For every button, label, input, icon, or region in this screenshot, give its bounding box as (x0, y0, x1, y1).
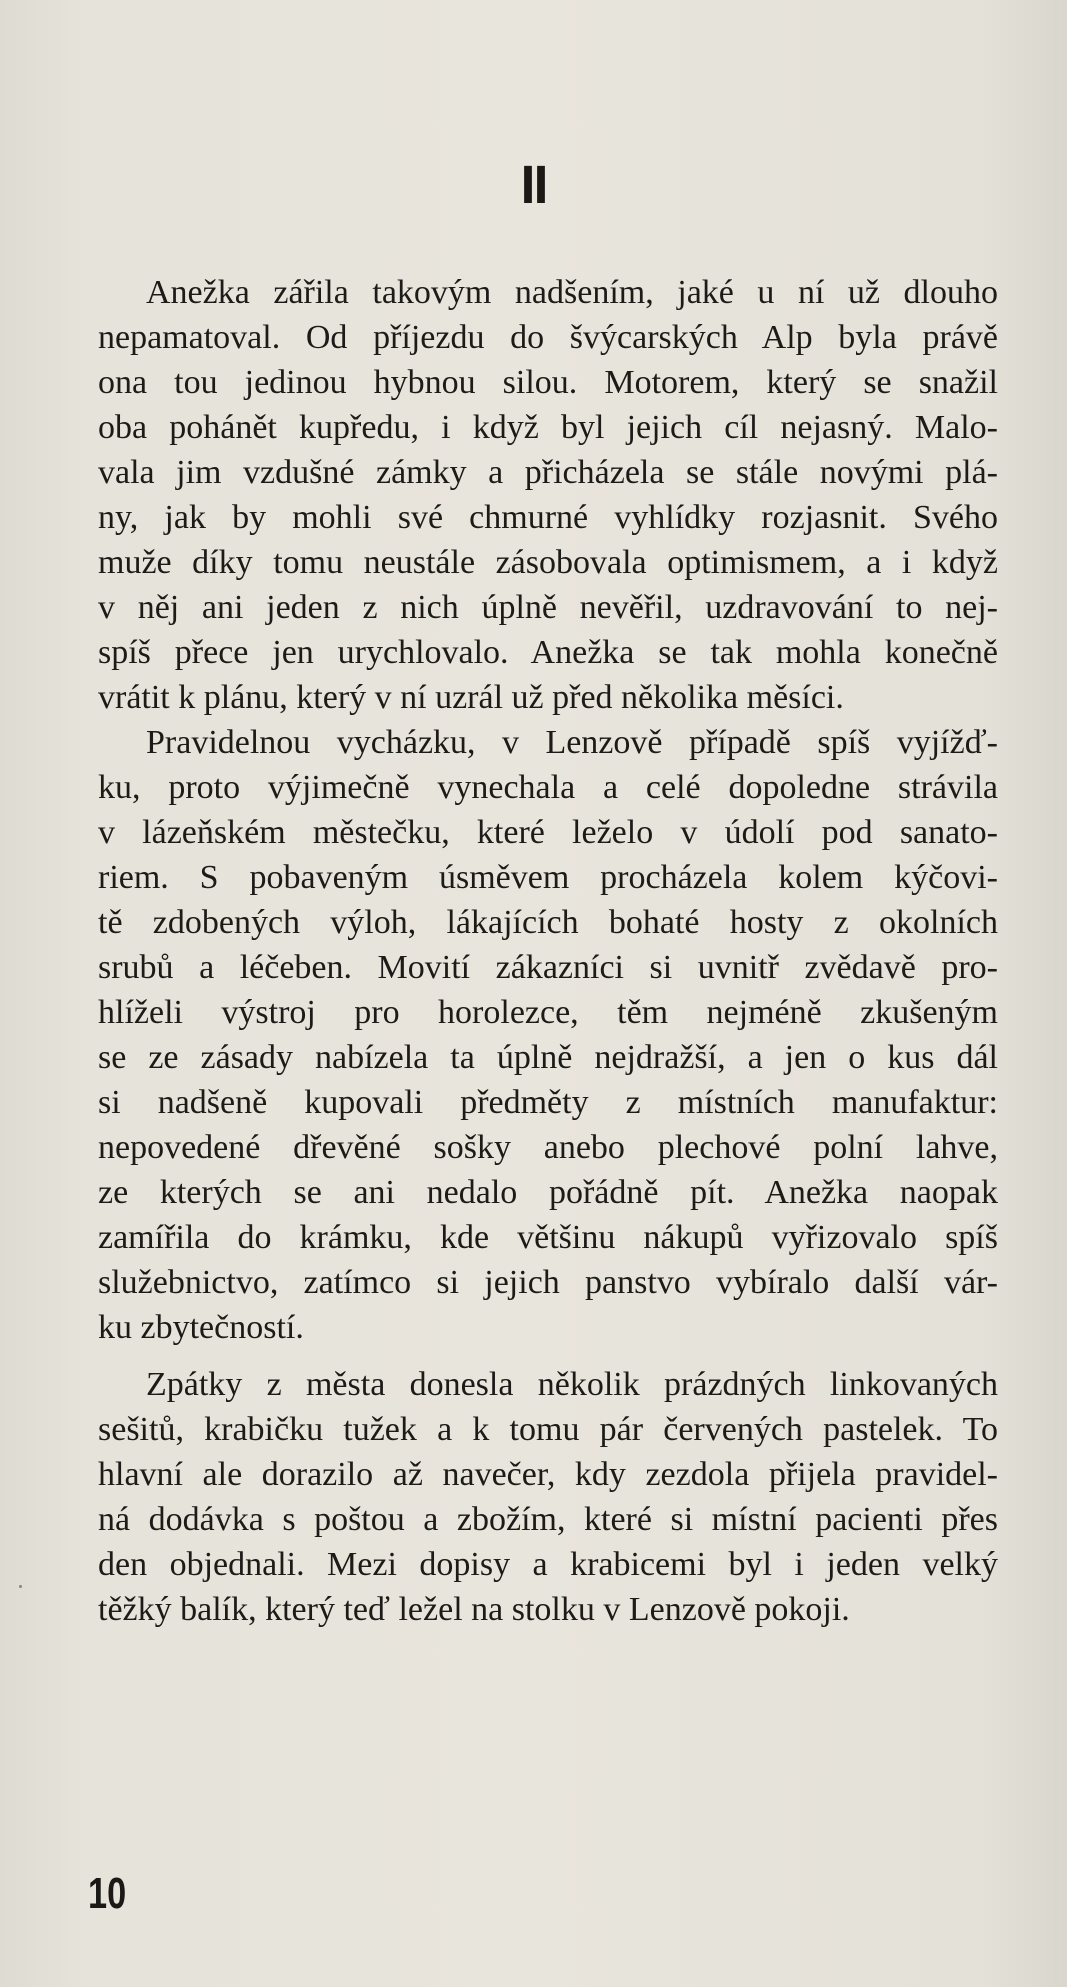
text-line: oba pohánět kupředu, i když byl jejich cíl nejasný. Malo- (98, 409, 998, 446)
text-line: vala jim vzdušné zámky a přicházela se stále novými plá- (98, 454, 998, 491)
text-line: těžký balík, který teď ležel na stolku v Lenzově pokoji. (98, 1591, 850, 1628)
text-line: den objednali. Mezi dopisy a krabicemi byl i jeden velký (98, 1546, 998, 1583)
chapter-number: II (520, 155, 547, 215)
text-line: srubů a léčeben. Movití zákazníci si uvnitř zvědavě pro- (98, 949, 998, 986)
text-line: si nadšeně kupovali předměty z místních manufaktur: (98, 1084, 998, 1121)
text-line: služebnictvo, zatímco si jejich panstvo vybíralo další vár- (98, 1264, 998, 1301)
text-line: ona tou jedinou hybnou silou. Motorem, který se snažil (98, 364, 998, 401)
text-line: spíš přece jen urychlovalo. Anežka se tak mohla konečně (98, 634, 998, 671)
text-line: hlavní ale dorazilo až navečer, kdy zezdola přijela pravidel- (98, 1456, 998, 1493)
page-number: 10 (88, 1869, 127, 1918)
paragraph-spacing (98, 1350, 998, 1362)
text-line: ku zbytečností. (98, 1309, 304, 1346)
text-line: v lázeňském městečku, které leželo v údolí pod sanato- (98, 814, 998, 851)
paper-speck (19, 1585, 22, 1588)
chapter-body (98, 270, 998, 1632)
text-line: Zpátky z města donesla několik prázdných linkovaných (146, 1366, 998, 1403)
text-line: nepamatoval. Od příjezdu do švýcarských Alp byla právě (98, 319, 998, 356)
paragraph-1 (98, 270, 998, 720)
text-line: se ze zásady nabízela ta úplně nejdražší, a jen o kus dál (98, 1039, 998, 1076)
text-line: riem. S pobaveným úsměvem procházela kolem kýčovi- (98, 859, 998, 896)
text-line: ny, jak by mohli své chmurné vyhlídky rozjasnit. Svého (98, 499, 998, 536)
text-line: nepovedené dřevěné sošky anebo plechové polní lahve, (98, 1129, 998, 1166)
paragraph-3 (98, 1362, 998, 1632)
text-line: v něj ani jeden z nich úplně nevěřil, uzdravování to nej- (98, 589, 998, 626)
text-line: tě zdobených výloh, lákajících bohaté hosty z okolních (98, 904, 998, 941)
text-line: ná dodávka s poštou a zbožím, které si místní pacienti přes (98, 1501, 998, 1538)
text-line: ze kterých se ani nedalo pořádně pít. Anežka naopak (98, 1174, 998, 1211)
paragraph-2 (98, 720, 998, 1350)
text-line: hlíželi výstroj pro horolezce, těm nejméně zkušeným (98, 994, 998, 1031)
text-line: zamířila do krámku, kde většinu nákupů vyřizovalo spíš (98, 1219, 998, 1256)
text-line: Pravidelnou vycházku, v Lenzově případě spíš vyjížď- (146, 724, 998, 761)
text-line: ku, proto výjimečně vynechala a celé dopoledne strávila (98, 769, 998, 806)
text-line: muže díky tomu neustále zásobovala optimismem, a i když (98, 544, 998, 581)
text-line: Anežka zářila takovým nadšením, jaké u ní už dlouho (146, 274, 998, 311)
text-line: vrátit k plánu, který v ní uzrál už před několika měsíci. (98, 679, 844, 716)
text-line: sešitů, krabičku tužek a k tomu pár červených pastelek. To (98, 1411, 998, 1448)
